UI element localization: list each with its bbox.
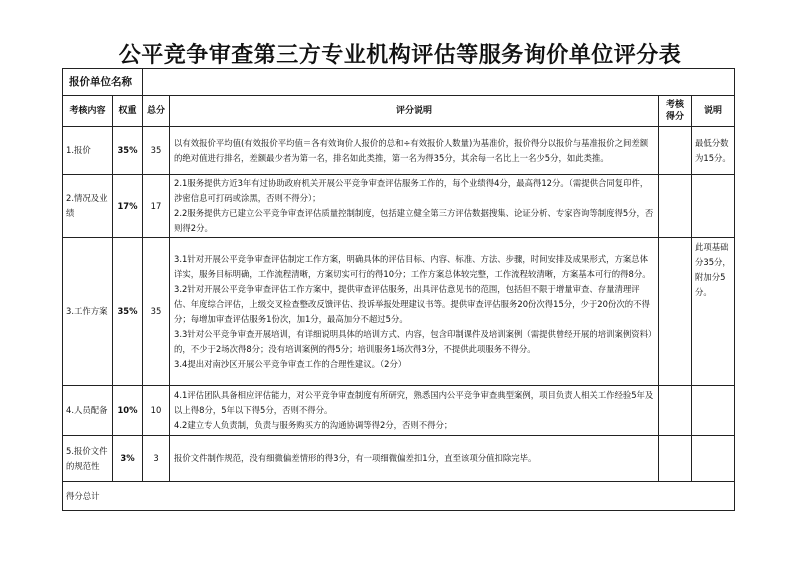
unit-name-value[interactable]: [143, 69, 735, 96]
desc-paragraph: 3.4提出对南沙区开展公平竞争审查工作的合理性建议。（2分）: [174, 358, 407, 369]
desc-paragraph: 以有效报价平均值(有效报价平均值＝各有效询价人报价的总和÷有效报价人数量)为基准价，报价得分以报价与基准报价之间差额的绝对值进行排名，差额最少者为第一名，排名如此类推，第一名为得35分，其余每一名比上一名少5分，如此类推。: [174, 137, 649, 163]
row-weight: 17%: [113, 175, 143, 238]
row-weight: 3%: [113, 436, 143, 482]
row-desc: [170, 386, 659, 436]
desc-paragraph: 4.1评估团队具备相应评估能力，对公平竞争审查制度有所研究，熟悉国内公平竞争审查典型案例，项目负责人相关工作经验5年及以上得8分，5年以下得5分，否则不得分。: [174, 390, 654, 415]
row-score[interactable]: [659, 238, 692, 386]
header-score: 考核得分: [659, 96, 692, 127]
table-row: [63, 386, 735, 436]
row-desc: [170, 127, 659, 175]
table-row: [63, 127, 735, 175]
row-item: 2.情况及业绩: [63, 175, 113, 238]
header-row: [63, 96, 735, 127]
row-score[interactable]: [659, 436, 692, 482]
total-label: 得分总计: [63, 482, 735, 511]
row-total: 35: [143, 127, 170, 175]
row-item: 4.人员配备: [63, 386, 113, 436]
unit-name-label: 报价单位名称: [63, 69, 143, 96]
row-note: 此项基础分35分，附加分5分。: [692, 238, 735, 386]
header-note: 说明: [692, 96, 735, 127]
row-desc: [170, 436, 659, 482]
row-weight: 35%: [113, 127, 143, 175]
total-row: [63, 482, 735, 511]
row-total: 3: [143, 436, 170, 482]
row-note: [692, 436, 735, 482]
row-total: 17: [143, 175, 170, 238]
table-row: [63, 175, 735, 238]
desc-paragraph: 3.1针对开展公平竞争审查评估制定工作方案，明确具体的评估目标、内容、标准、方法、步骤，时间安排及成果形式，方案总体详实，服务目标明确，工作流程清晰，方案切实可行的得10分；工作方案总体较完整，工作流程较清晰，方案基本可行的得8分。: [174, 253, 651, 279]
row-desc: [170, 175, 659, 238]
row-weight: 35%: [113, 238, 143, 386]
row-item: 1.报价: [63, 127, 113, 175]
row-item: 3.工作方案: [63, 238, 113, 386]
score-table: [62, 68, 735, 511]
header-total: 总分: [143, 96, 170, 127]
header-item: 考核内容: [63, 96, 113, 127]
row-note: [692, 386, 735, 436]
row-weight: 10%: [113, 386, 143, 436]
row-total: 35: [143, 238, 170, 386]
desc-paragraph: 4.2建立专人负责制，负责与服务购买方的沟通协调等得2分，否则不得分；: [174, 420, 453, 430]
row-item: 5.报价文件的规范性: [63, 436, 113, 482]
desc-paragraph: 报价文件制作规范，没有细微偏差情形的得3分，有一项细微偏差扣1分，直至该项分值扣除完毕。: [174, 453, 537, 463]
desc-paragraph: 3.2针对开展公平竞争审查评估工作方案中，提供审查评估服务，出具评估意见书的范围，包括但不限于增量审查、存量清理评估、年度综合评估，上级交叉检查整改反馈评估、投诉举报处理建议书等。提供审查评估服务20份次得15分，少于20份次的不得分；每增加审查评估服务1份次，加1分，最高加分不超过5分。: [174, 283, 650, 324]
desc-paragraph: 2.2服务提供方已建立公平竞争审查评估质量控制制度，包括建立健全第三方评估数据搜集、论证分析、专家咨询等制度得5分，否则得2分。: [174, 208, 654, 233]
row-score[interactable]: [659, 127, 692, 175]
header-desc: 评分说明: [170, 96, 659, 127]
row-note: 最低分数为15分。: [692, 127, 735, 175]
table-row: [63, 238, 735, 386]
row-total: 10: [143, 386, 170, 436]
row-note: [692, 175, 735, 238]
page-title: 公平竞争审查第三方专业机构评估等服务询价单位评分表: [118, 42, 682, 68]
row-score[interactable]: [659, 386, 692, 436]
row-score[interactable]: [659, 175, 692, 238]
header-weight: 权重: [113, 96, 143, 127]
desc-paragraph: 3.3针对公平竞争审查开展培训，有详细说明具体的培训方式、内容，包含印制课件及培训案例（需提供曾经开展的培训案例资料）的，不少于2场次得8分；没有培训案例的得5分；培训服务1场次得3分，不提供此项服务不得分。: [174, 328, 653, 354]
desc-paragraph: 2.1服务提供方近3年有过协助政府机关开展公平竞争审查评估服务工作的，每个业绩得4分，最高得12分。（需提供合同复印件，涉密信息可打码或涂黑，否则不得分）；: [174, 178, 649, 203]
row-desc: [170, 238, 659, 386]
unit-name-row: [63, 69, 735, 96]
table-row: [63, 436, 735, 482]
